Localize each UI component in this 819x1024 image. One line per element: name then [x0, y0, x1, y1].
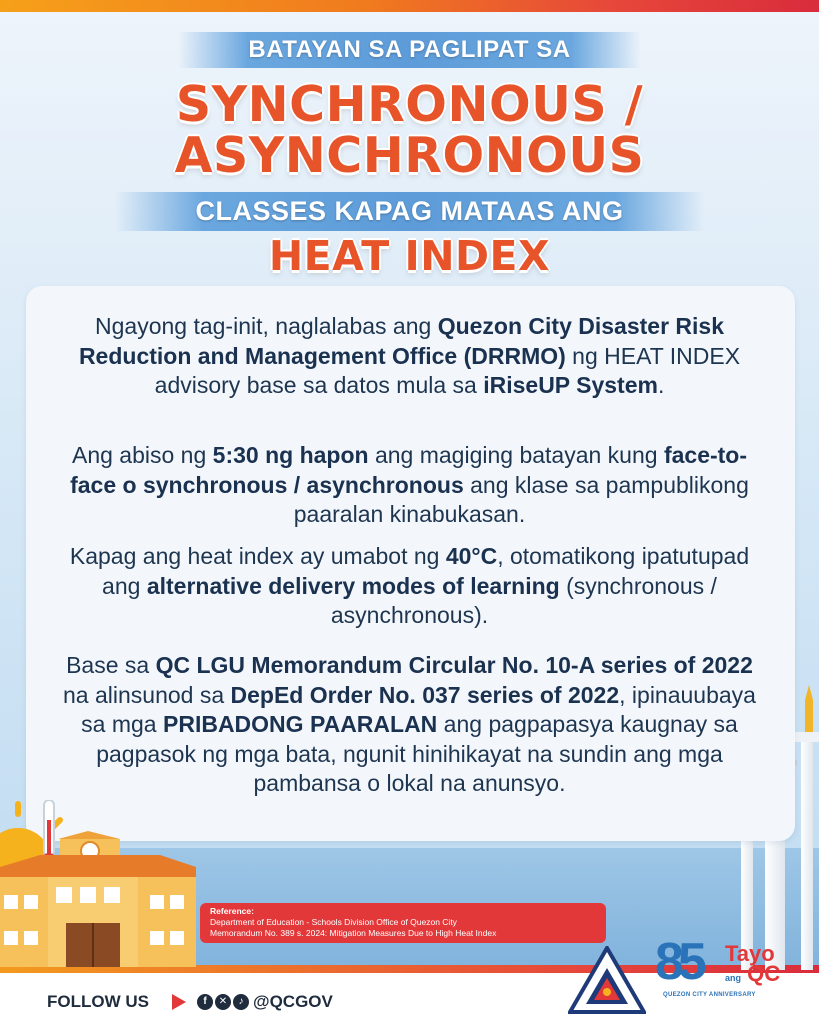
p4-text-c: na alinsunod sa	[63, 681, 231, 708]
reference-line-1: Department of Education - Schools Division Office of Quezon City	[210, 917, 457, 927]
qc-85th-anniversary-logo	[655, 932, 785, 1012]
x-icon[interactable]: ✕	[215, 994, 231, 1010]
p4-text-a: Base sa	[66, 652, 156, 678]
p1-text-a: Ngayong tag-init, naglalabas ang	[95, 313, 438, 339]
advisory-paragraph-2	[62, 441, 757, 530]
p4-lgu-circular: QC LGU Memorandum Circular No. 10-A series of 2022	[155, 652, 753, 678]
p3-temperature: 40°C	[445, 543, 498, 569]
headline-synchronous: SYNCHRONOUS /	[175, 76, 644, 133]
headline-heat-index: HEAT INDEX	[268, 232, 551, 280]
p2-text-a: Ang abiso ng	[71, 442, 213, 468]
p3-text-e: (synchronous / asynchronous).	[330, 572, 717, 628]
play-arrow-icon	[172, 994, 186, 1010]
advisory-paragraph-3	[62, 542, 757, 631]
quezon-city-seal-logo	[568, 946, 646, 1016]
p1-system-name: iRiseUP System	[483, 372, 658, 398]
school-building-illustration	[0, 795, 200, 967]
anniversary-subtitle: QUEZON CITY ANNIVERSARY	[663, 992, 756, 998]
p1-text-e: .	[657, 372, 665, 398]
p2-text-e: ang klase sa pampublikong paaralan kinabukasan.	[293, 471, 749, 527]
follow-us-label: FOLLOW US	[47, 992, 149, 1011]
facebook-icon[interactable]: f	[197, 994, 213, 1010]
advisory-paragraph-1	[62, 312, 757, 401]
social-handle[interactable]: @QCGOV	[253, 992, 333, 1011]
title-banner-bottom	[0, 192, 819, 231]
p2-text-c: ang magiging batayan kung	[368, 442, 664, 468]
p4-private-schools: PRIBADONG PAARALAN	[163, 711, 438, 737]
p1-text-c: ng HEAT INDEX advisory base sa datos mula sa	[154, 342, 741, 398]
p3-text-a: Kapag ang heat index ay umabot ng	[69, 543, 446, 569]
reference-line-2: Memorandum No. 389 s. 2024: Mitigation Measures Due to High Heat Index	[210, 928, 497, 938]
advisory-paragraph-4	[62, 651, 757, 799]
headline-asynchronous: ASYNCHRONOUS	[174, 127, 645, 184]
p4-deped-order: DepEd Order No. 037 series of 2022	[230, 681, 620, 708]
p3-delivery-modes: alternative delivery modes of learning	[146, 572, 560, 599]
tayo-ang-qc-wordmark: Tayo ang QC	[725, 941, 781, 986]
p4-text-e: , ipinauubaya sa mga	[81, 681, 756, 737]
anniversary-number: 85	[655, 933, 701, 991]
tiktok-icon[interactable]: ♪	[233, 994, 249, 1010]
title-banner-bottom-text: CLASSES KAPAG MATAAS ANG	[115, 192, 703, 231]
p1-office-name: Quezon City Disaster Risk Reduction and Management Office (DRRMO)	[78, 313, 724, 369]
p4-text-g: ang pagpapasya kaugnay sa pagpasok ng mga bata, ngunit hinihikayat na sundin ang mga pambansa o lokal na anunsyo.	[96, 711, 738, 796]
p2-class-modes: face-to-face o synchronous / asynchronous	[70, 442, 748, 498]
reference-title: Reference:	[210, 906, 254, 916]
title-banner-top-text: BATAYAN SA PAGLIPAT SA	[178, 32, 640, 68]
top-accent-stripe	[0, 0, 819, 12]
reference-box	[200, 903, 606, 943]
p3-text-c: , otomatikong ipatutupad ang	[102, 543, 750, 599]
p2-time: 5:30 ng hapon	[212, 442, 369, 468]
title-banner-top	[0, 32, 819, 68]
